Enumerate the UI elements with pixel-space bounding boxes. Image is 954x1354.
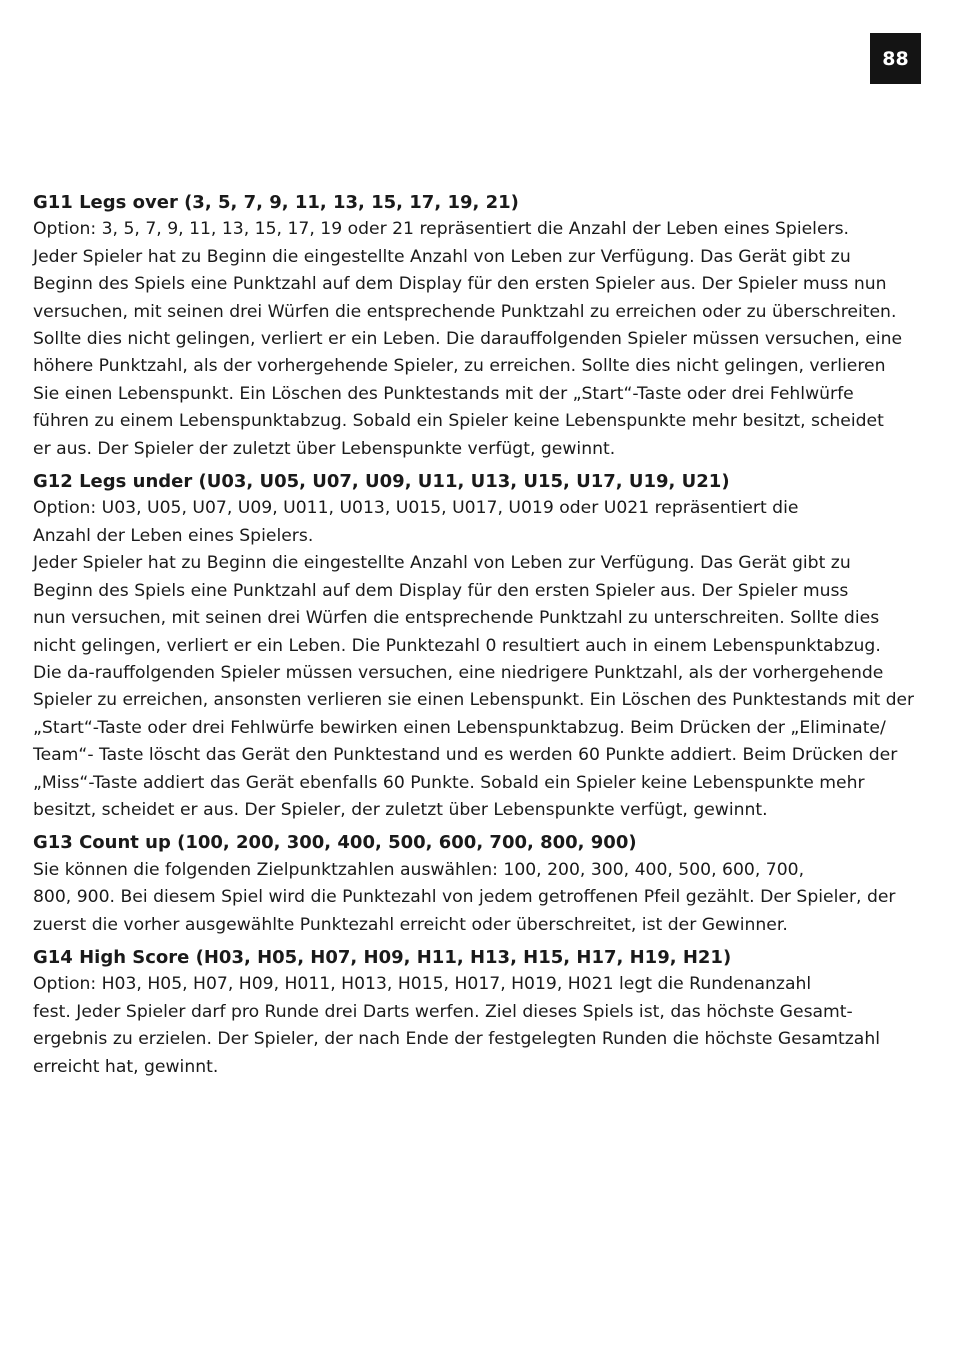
paragraph-line: „Start“-Taste oder drei Fehlwürfe bewirken einen Lebenspunktabzug. Beim Drücken der „Eliminate/ bbox=[33, 717, 886, 738]
paragraph-line: führen zu einem Lebenspunktabzug. Sobald ein Spieler keine Lebenspunkte mehr besitzt, scheidet bbox=[33, 411, 884, 432]
paragraph-line: fest. Jeder Spieler darf pro Runde drei Darts werfen. Ziel dieses Spiels ist, das höchste Gesamt- bbox=[33, 1001, 853, 1022]
section-title: G13 Count up (100, 200, 300, 400, 500, 600, 700, 800, 900) bbox=[33, 832, 637, 854]
paragraph-line: nun versuchen, mit seinen drei Würfen die entsprechende Punktzahl zu unterschreiten. Sollte dies bbox=[33, 608, 880, 629]
paragraph-line: Team“- Taste löscht das Gerät den Punktestand und es werden 60 Punkte addiert. Beim Drücken der bbox=[33, 745, 898, 766]
paragraph-line: höhere Punktzahl, als der vorhergehende Spieler, zu erreichen. Sollte dies nicht gelingen, verlieren bbox=[33, 356, 886, 377]
paragraph-line: Option: 3, 5, 7, 9, 11, 13, 15, 17, 19 oder 21 repräsentiert die Anzahl der Leben eines Spielers. bbox=[33, 219, 850, 240]
paragraph-line: Jeder Spieler hat zu Beginn die eingestellte Anzahl von Leben zur Verfügung. Das Gerät gibt zu bbox=[33, 553, 851, 574]
paragraph-line: erreicht hat, gewinnt. bbox=[33, 1056, 219, 1077]
section-high-score bbox=[33, 944, 925, 1081]
paragraph-line: Beginn des Spiels eine Punktzahl auf dem Display für den ersten Spieler aus. Der Spieler muss nun bbox=[33, 274, 887, 295]
paragraph-line: Beginn des Spiels eine Punktzahl auf dem Display für den ersten Spieler aus. Der Spieler muss bbox=[33, 580, 849, 601]
paragraph-line: ergebnis zu erzielen. Der Spieler, der nach Ende der festgelegten Runden die höchste Gesamtzahl bbox=[33, 1029, 881, 1050]
paragraph-line: nicht gelingen, verliert er ein Leben. Die Punktezahl 0 resultiert auch in einem Lebenspunktabzug. bbox=[33, 635, 881, 656]
paragraph-line: Option: U03, U05, U07, U09, U011, U013, U015, U017, U019 oder U021 repräsentiert die bbox=[33, 498, 799, 519]
paragraph-line: 800, 900. Bei diesem Spiel wird die Punktezahl von jedem getroffenen Pfeil gezählt. Der Spieler, der bbox=[33, 887, 896, 908]
paragraph-line: Anzahl der Leben eines Spielers. bbox=[33, 525, 314, 546]
paragraph-line: besitzt, scheidet er aus. Der Spieler, der zuletzt über Lebenspunkte verfügt, gewinnt. bbox=[33, 799, 768, 820]
section-count-up bbox=[33, 829, 925, 939]
paragraph-line: Die da-rauffolgenden Spieler müssen versuchen, eine niedrigere Punktzahl, als der vorhergehende bbox=[33, 662, 884, 683]
paragraph-line: Sollte dies nicht gelingen, verliert er ein Leben. Die darauffolgenden Spieler müssen versuchen, eine bbox=[33, 329, 903, 350]
document-body bbox=[33, 189, 925, 1086]
paragraph-line: Sie einen Lebenspunkt. Ein Löschen des Punktestands mit der „Start“-Taste oder drei Fehlwürfe bbox=[33, 383, 854, 404]
section-legs-over bbox=[33, 189, 925, 463]
paragraph-line: zuerst die vorher ausgewählte Punktezahl erreicht oder überschreitet, ist der Gewinner. bbox=[33, 914, 788, 935]
paragraph-line: Sie können die folgenden Zielpunktzahlen auswählen: 100, 200, 300, 400, 500, 600, 700, bbox=[33, 859, 805, 880]
paragraph-line: versuchen, mit seinen drei Würfen die entsprechende Punktzahl zu erreichen oder zu überschreiten. bbox=[33, 301, 897, 322]
section-title: G14 High Score (H03, H05, H07, H09, H11, H13, H15, H17, H19, H21) bbox=[33, 946, 732, 968]
section-title: G12 Legs under (U03, U05, U07, U09, U11, U13, U15, U17, U19, U21) bbox=[33, 471, 730, 493]
section-title: G11 Legs over (3, 5, 7, 9, 11, 13, 15, 17, 19, 21) bbox=[33, 192, 519, 213]
paragraph-line: „Miss“-Taste addiert das Gerät ebenfalls 60 Punkte. Sobald ein Spieler keine Lebenspunkte mehr bbox=[33, 772, 865, 793]
paragraph-line: Spieler zu erreichen, ansonsten verlieren sie einen Lebenspunkt. Ein Löschen des Punktestands mit der bbox=[33, 690, 914, 711]
section-legs-under bbox=[33, 468, 925, 824]
page-number: 88 bbox=[870, 33, 921, 84]
paragraph-line: er aus. Der Spieler der zuletzt über Lebenspunkte verfügt, gewinnt. bbox=[33, 438, 616, 459]
paragraph-line: Option: H03, H05, H07, H09, H011, H013, H015, H017, H019, H021 legt die Rundenanzahl bbox=[33, 974, 812, 995]
paragraph-line: Jeder Spieler hat zu Beginn die eingestellte Anzahl von Leben zur Verfügung. Das Gerät gibt zu bbox=[33, 246, 851, 267]
